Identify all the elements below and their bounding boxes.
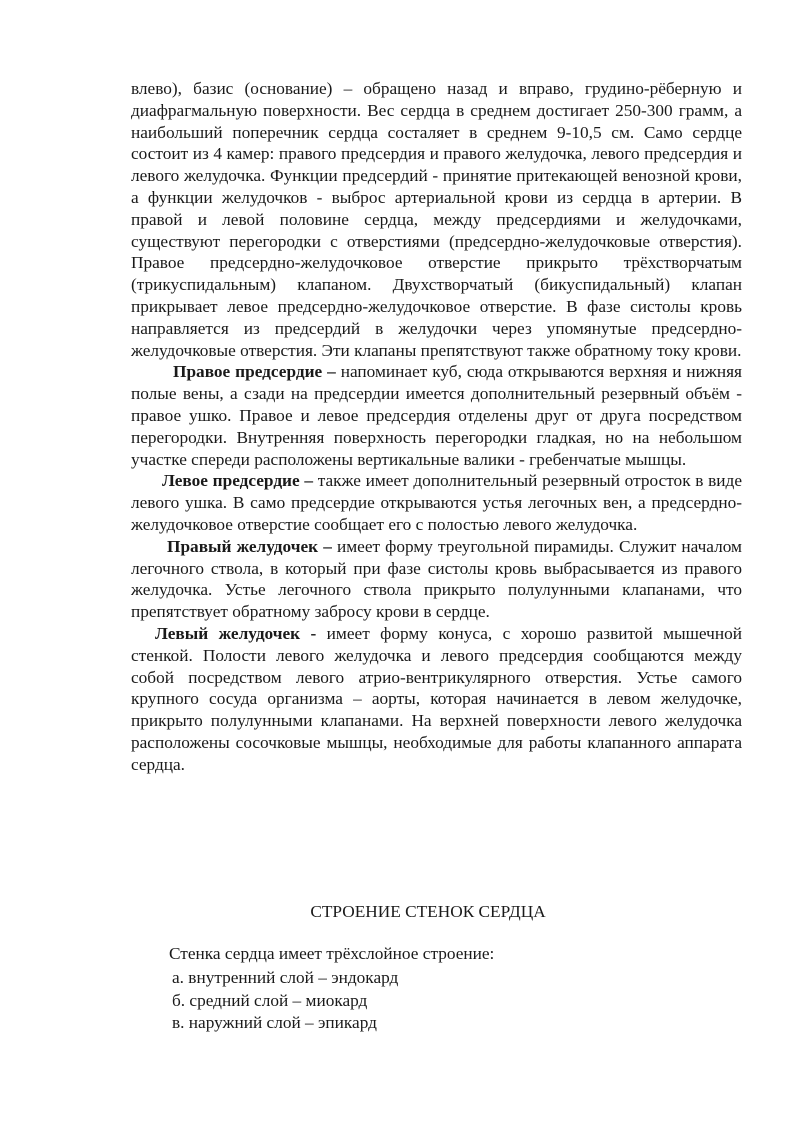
- text-left-ventricle: имеет форму конуса, с хорошо развитой мышечной стенкой. Полости левого желудочка и левого предсердия сообщаются между собой посредством левого атрио-вентрикулярного отверстия. Устье самого крупного сосуда организма – аорты, которая начинается в левом желудочке, прикрыто полулунными клапанами. На верхней поверхности левого желудочка расположены сосочковые мышцы, необходимые для работы клапанного аппарата сердца.: [131, 623, 742, 774]
- paragraph-right-ventricle: [131, 536, 742, 623]
- wall-layers-list: [172, 967, 398, 1035]
- heading-left-atrium: Левое предсердие –: [162, 471, 314, 491]
- heading-right-ventricle: Правый желудочек –: [167, 536, 332, 556]
- text-left-atrium: также имеет дополнительный резервный отросток в виде левого ушка. В само предсердие открываются устья легочных вен, а предсердно-желудочковое отверстие сообщает его с полостью левого желудочка.: [131, 471, 742, 534]
- heading-right-atrium: Правое предсердие –: [173, 362, 336, 382]
- text-right-ventricle: имеет форму треугольной пирамиды. Служит началом легочного ствола, в который при фазе систолы кровь выбрасывается из правого желудочка. Устье легочного ствола прикрыто полулунными клапанами, что препятствует обратному забросу крови в сердце.: [131, 536, 742, 622]
- list-item-epicardium: в. наружний слой – эпикард: [172, 1013, 377, 1032]
- heading-left-ventricle: Левый желудочек -: [155, 623, 317, 643]
- paragraph-left-atrium: [131, 470, 742, 535]
- paragraph-heart-overview: влево), базис (основание) – обращено назад и вправо, грудино-рёберную и диафрагмальную поверхности. Вес сердца в среднем достигает 250-300 грамм, а наибольший поперечник сердца состаляет в среднем 9-10,5 см. Само сердце состоит из 4 камер: правого предсердия и правого желудочка, левого предсердия и левого желудочка. Функции предсердий - принятие притекающей венозной крови, а функции желудочков - выброс артериальной крови из сердца в артерии. В правой и левой половине сердца, между предсердиями и желудочками, существуют перегородки с отверстиями (предсердно-желудочковые отверстия). Правое предсердно-желудочковое отверстие прикрыто трёхстворчатым (трикуспидальным) клапаном. Двухстворчатый (бикуспидальный) клапан прикрывает левое предсердно-желудочковое отверстие. В фазе систолы кровь направляется из предсердий в желудочки через упомянутые предсердно-желудочковые отверстия. Эти клапаны препятствуют также обратному току крови.: [131, 79, 742, 360]
- paragraph-left-ventricle: [131, 623, 742, 776]
- list-item-endocardium: а. внутренний слой – эндокард: [172, 968, 399, 987]
- wall-layers-intro: Стенка сердца имеет трёхслойное строение:: [169, 944, 495, 963]
- paragraph-right-atrium: [131, 361, 742, 470]
- list-item-myocardium: б. средний слой – миокард: [172, 990, 368, 1010]
- section-title: СТРОЕНИЕ СТЕНОК СЕРДЦА: [310, 902, 546, 921]
- text-right-atrium: напоминает куб, сюда открываются верхняя и нижняя полые вены, а сзади на предсердии имеется дополнительный резервный объём - правое ушко. Правое и левое предсердия отделены друг от друга посредством перегородки. Внутренняя поверхность перегородки гладкая, но на небольшом участке спереди расположены вертикальные валики - гребенчатые мышцы.: [131, 362, 742, 469]
- document-body: [131, 78, 742, 776]
